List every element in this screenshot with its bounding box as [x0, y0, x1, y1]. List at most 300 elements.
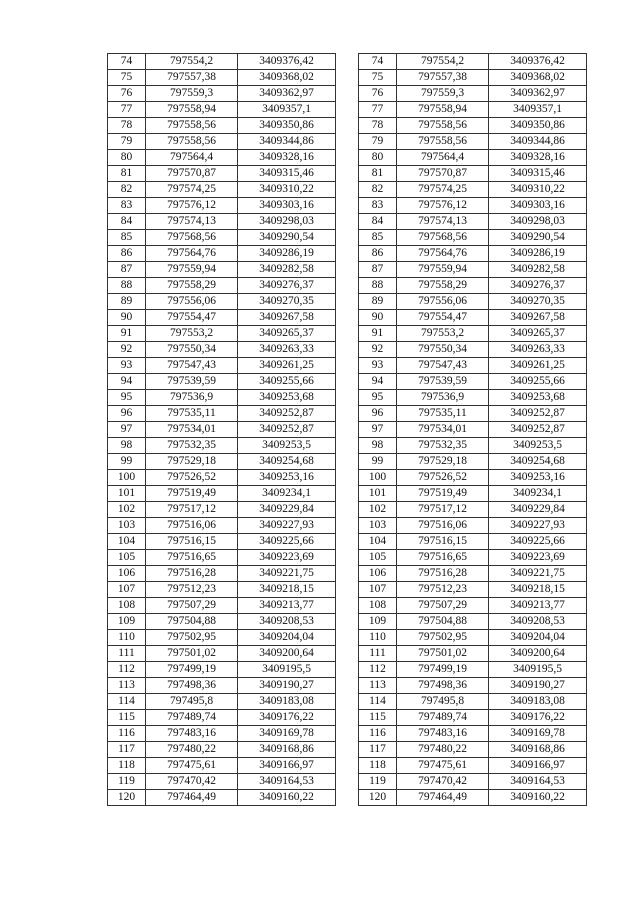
point-number-cell: 107 — [108, 582, 146, 598]
table-row — [108, 630, 336, 646]
table-row — [359, 310, 587, 326]
point-number-cell: 82 — [359, 182, 397, 198]
x-coordinate-cell: 797558,94 — [146, 102, 238, 118]
x-coordinate-cell: 797489,74 — [146, 710, 238, 726]
table-row — [359, 358, 587, 374]
table-row — [359, 454, 587, 470]
table-row — [108, 502, 336, 518]
table-row — [108, 166, 336, 182]
point-number-cell: 82 — [108, 182, 146, 198]
y-coordinate-cell: 3409253,16 — [238, 470, 336, 486]
x-coordinate-cell: 797558,56 — [397, 118, 489, 134]
y-coordinate-cell: 3409276,37 — [489, 278, 587, 294]
point-number-cell: 119 — [108, 774, 146, 790]
table-row — [359, 470, 587, 486]
table-row — [359, 582, 587, 598]
point-number-cell: 105 — [108, 550, 146, 566]
point-number-cell: 75 — [359, 70, 397, 86]
x-coordinate-cell: 797539,59 — [397, 374, 489, 390]
y-coordinate-cell: 3409218,15 — [489, 582, 587, 598]
y-coordinate-cell: 3409166,97 — [489, 758, 587, 774]
table-row — [108, 70, 336, 86]
point-number-cell: 107 — [359, 582, 397, 598]
point-number-cell: 93 — [108, 358, 146, 374]
y-coordinate-cell: 3409253,5 — [489, 438, 587, 454]
point-number-cell: 90 — [108, 310, 146, 326]
table-row — [108, 694, 336, 710]
x-coordinate-cell: 797504,88 — [397, 614, 489, 630]
point-number-cell: 88 — [359, 278, 397, 294]
table-row — [359, 694, 587, 710]
x-coordinate-cell: 797516,65 — [146, 550, 238, 566]
point-number-cell: 76 — [359, 86, 397, 102]
x-coordinate-cell: 797534,01 — [146, 422, 238, 438]
x-coordinate-cell: 797559,94 — [146, 262, 238, 278]
table-row — [108, 182, 336, 198]
point-number-cell: 84 — [108, 214, 146, 230]
point-number-cell: 90 — [359, 310, 397, 326]
y-coordinate-cell: 3409204,04 — [238, 630, 336, 646]
table-row — [359, 246, 587, 262]
table-row — [359, 486, 587, 502]
x-coordinate-cell: 797564,76 — [397, 246, 489, 262]
x-coordinate-cell: 797570,87 — [397, 166, 489, 182]
point-number-cell: 111 — [359, 646, 397, 662]
y-coordinate-cell: 3409357,1 — [489, 102, 587, 118]
coordinates-table-left — [107, 53, 336, 806]
point-number-cell: 96 — [359, 406, 397, 422]
point-number-cell: 89 — [359, 294, 397, 310]
table-row — [108, 310, 336, 326]
point-number-cell: 80 — [108, 150, 146, 166]
point-number-cell: 102 — [108, 502, 146, 518]
x-coordinate-cell: 797564,76 — [146, 246, 238, 262]
y-coordinate-cell: 3409328,16 — [489, 150, 587, 166]
table-row — [108, 454, 336, 470]
table-row — [108, 438, 336, 454]
coordinates-table-right — [358, 53, 587, 806]
point-number-cell: 74 — [108, 54, 146, 70]
point-number-cell: 93 — [359, 358, 397, 374]
table-row — [359, 534, 587, 550]
point-number-cell: 88 — [108, 278, 146, 294]
x-coordinate-cell: 797516,28 — [146, 566, 238, 582]
y-coordinate-cell: 3409176,22 — [238, 710, 336, 726]
point-number-cell: 119 — [359, 774, 397, 790]
y-coordinate-cell: 3409213,77 — [238, 598, 336, 614]
y-coordinate-cell: 3409263,33 — [238, 342, 336, 358]
x-coordinate-cell: 797564,4 — [146, 150, 238, 166]
table-row — [359, 438, 587, 454]
table-row — [108, 102, 336, 118]
y-coordinate-cell: 3409221,75 — [238, 566, 336, 582]
point-number-cell: 106 — [108, 566, 146, 582]
y-coordinate-cell: 3409310,22 — [238, 182, 336, 198]
table-row — [108, 390, 336, 406]
x-coordinate-cell: 797489,74 — [397, 710, 489, 726]
y-coordinate-cell: 3409223,69 — [238, 550, 336, 566]
table-row — [359, 518, 587, 534]
y-coordinate-cell: 3409213,77 — [489, 598, 587, 614]
table-row — [108, 422, 336, 438]
x-coordinate-cell: 797574,25 — [397, 182, 489, 198]
x-coordinate-cell: 797516,06 — [397, 518, 489, 534]
table-row — [108, 262, 336, 278]
x-coordinate-cell: 797576,12 — [397, 198, 489, 214]
table-row — [108, 614, 336, 630]
x-coordinate-cell: 797464,49 — [146, 790, 238, 806]
y-coordinate-cell: 3409310,22 — [489, 182, 587, 198]
table-row — [108, 54, 336, 70]
point-number-cell: 86 — [359, 246, 397, 262]
table-row — [108, 534, 336, 550]
y-coordinate-cell: 3409328,16 — [238, 150, 336, 166]
y-coordinate-cell: 3409255,66 — [238, 374, 336, 390]
y-coordinate-cell: 3409168,86 — [489, 742, 587, 758]
y-coordinate-cell: 3409168,86 — [238, 742, 336, 758]
table-row — [359, 630, 587, 646]
y-coordinate-cell: 3409270,35 — [238, 294, 336, 310]
x-coordinate-cell: 797499,19 — [397, 662, 489, 678]
x-coordinate-cell: 797536,9 — [397, 390, 489, 406]
table-row — [359, 214, 587, 230]
point-number-cell: 100 — [108, 470, 146, 486]
table-row — [359, 406, 587, 422]
point-number-cell: 112 — [108, 662, 146, 678]
table-row — [359, 550, 587, 566]
x-coordinate-cell: 797564,4 — [397, 150, 489, 166]
point-number-cell: 120 — [108, 790, 146, 806]
x-coordinate-cell: 797553,2 — [397, 326, 489, 342]
table-row — [359, 262, 587, 278]
x-coordinate-cell: 797516,15 — [146, 534, 238, 550]
x-coordinate-cell: 797556,06 — [397, 294, 489, 310]
y-coordinate-cell: 3409315,46 — [489, 166, 587, 182]
table-row — [108, 374, 336, 390]
table-row — [359, 294, 587, 310]
point-number-cell: 97 — [108, 422, 146, 438]
table-row — [359, 790, 587, 806]
point-number-cell: 81 — [359, 166, 397, 182]
point-number-cell: 87 — [108, 262, 146, 278]
x-coordinate-cell: 797464,49 — [397, 790, 489, 806]
table-row — [359, 742, 587, 758]
y-coordinate-cell: 3409376,42 — [238, 54, 336, 70]
x-coordinate-cell: 797574,13 — [397, 214, 489, 230]
y-coordinate-cell: 3409195,5 — [489, 662, 587, 678]
y-coordinate-cell: 3409270,35 — [489, 294, 587, 310]
table-row — [108, 118, 336, 134]
y-coordinate-cell: 3409252,87 — [489, 406, 587, 422]
y-coordinate-cell: 3409253,68 — [238, 390, 336, 406]
x-coordinate-cell: 797536,9 — [146, 390, 238, 406]
x-coordinate-cell: 797516,28 — [397, 566, 489, 582]
table-row — [359, 70, 587, 86]
table-row — [359, 342, 587, 358]
point-number-cell: 77 — [359, 102, 397, 118]
x-coordinate-cell: 797550,34 — [146, 342, 238, 358]
point-number-cell: 98 — [359, 438, 397, 454]
x-coordinate-cell: 797529,18 — [146, 454, 238, 470]
table-row — [359, 198, 587, 214]
x-coordinate-cell: 797532,35 — [397, 438, 489, 454]
table-row — [108, 662, 336, 678]
x-coordinate-cell: 797558,29 — [146, 278, 238, 294]
y-coordinate-cell: 3409166,97 — [238, 758, 336, 774]
point-number-cell: 85 — [359, 230, 397, 246]
y-coordinate-cell: 3409362,97 — [489, 86, 587, 102]
y-coordinate-cell: 3409183,08 — [238, 694, 336, 710]
table-row — [359, 598, 587, 614]
point-number-cell: 109 — [108, 614, 146, 630]
table-row — [108, 582, 336, 598]
x-coordinate-cell: 797558,56 — [146, 118, 238, 134]
table-row — [359, 774, 587, 790]
y-coordinate-cell: 3409208,53 — [238, 614, 336, 630]
y-coordinate-cell: 3409229,84 — [489, 502, 587, 518]
point-number-cell: 76 — [108, 86, 146, 102]
point-number-cell: 92 — [108, 342, 146, 358]
table-row — [359, 150, 587, 166]
table-row — [108, 790, 336, 806]
x-coordinate-cell: 797519,49 — [397, 486, 489, 502]
x-coordinate-cell: 797507,29 — [397, 598, 489, 614]
y-coordinate-cell: 3409200,64 — [238, 646, 336, 662]
table-row — [108, 358, 336, 374]
x-coordinate-cell: 797558,56 — [146, 134, 238, 150]
table-row — [359, 726, 587, 742]
y-coordinate-cell: 3409253,68 — [489, 390, 587, 406]
y-coordinate-cell: 3409261,25 — [238, 358, 336, 374]
point-number-cell: 101 — [359, 486, 397, 502]
point-number-cell: 116 — [108, 726, 146, 742]
point-number-cell: 95 — [359, 390, 397, 406]
table-row — [108, 710, 336, 726]
x-coordinate-cell: 797519,49 — [146, 486, 238, 502]
point-number-cell: 114 — [108, 694, 146, 710]
x-coordinate-cell: 797507,29 — [146, 598, 238, 614]
table-row — [359, 566, 587, 582]
x-coordinate-cell: 797556,06 — [146, 294, 238, 310]
y-coordinate-cell: 3409218,15 — [238, 582, 336, 598]
x-coordinate-cell: 797483,16 — [397, 726, 489, 742]
point-number-cell: 115 — [359, 710, 397, 726]
x-coordinate-cell: 797535,11 — [146, 406, 238, 422]
point-number-cell: 99 — [108, 454, 146, 470]
point-number-cell: 112 — [359, 662, 397, 678]
point-number-cell: 94 — [108, 374, 146, 390]
table-row — [359, 86, 587, 102]
x-coordinate-cell: 797559,3 — [146, 86, 238, 102]
table-row — [359, 678, 587, 694]
x-coordinate-cell: 797502,95 — [397, 630, 489, 646]
y-coordinate-cell: 3409208,53 — [489, 614, 587, 630]
point-number-cell: 79 — [108, 134, 146, 150]
table-row — [108, 470, 336, 486]
point-number-cell: 94 — [359, 374, 397, 390]
table-row — [359, 134, 587, 150]
y-coordinate-cell: 3409276,37 — [238, 278, 336, 294]
table-row — [108, 758, 336, 774]
table-row — [359, 166, 587, 182]
table-row — [108, 566, 336, 582]
y-coordinate-cell: 3409298,03 — [489, 214, 587, 230]
y-coordinate-cell: 3409315,46 — [238, 166, 336, 182]
y-coordinate-cell: 3409282,58 — [489, 262, 587, 278]
x-coordinate-cell: 797526,52 — [146, 470, 238, 486]
y-coordinate-cell: 3409357,1 — [238, 102, 336, 118]
x-coordinate-cell: 797554,2 — [397, 54, 489, 70]
y-coordinate-cell: 3409160,22 — [238, 790, 336, 806]
point-number-cell: 114 — [359, 694, 397, 710]
point-number-cell: 111 — [108, 646, 146, 662]
point-number-cell: 81 — [108, 166, 146, 182]
y-coordinate-cell: 3409169,78 — [489, 726, 587, 742]
y-coordinate-cell: 3409234,1 — [489, 486, 587, 502]
x-coordinate-cell: 797534,01 — [397, 422, 489, 438]
y-coordinate-cell: 3409290,54 — [238, 230, 336, 246]
point-number-cell: 104 — [108, 534, 146, 550]
y-coordinate-cell: 3409160,22 — [489, 790, 587, 806]
table-row — [108, 678, 336, 694]
x-coordinate-cell: 797495,8 — [397, 694, 489, 710]
point-number-cell: 98 — [108, 438, 146, 454]
table-row — [359, 182, 587, 198]
x-coordinate-cell: 797502,95 — [146, 630, 238, 646]
table-row — [108, 230, 336, 246]
x-coordinate-cell: 797539,59 — [146, 374, 238, 390]
table-row — [108, 86, 336, 102]
point-number-cell: 85 — [108, 230, 146, 246]
y-coordinate-cell: 3409225,66 — [489, 534, 587, 550]
table-row — [359, 422, 587, 438]
point-number-cell: 102 — [359, 502, 397, 518]
y-coordinate-cell: 3409234,1 — [238, 486, 336, 502]
x-coordinate-cell: 797470,42 — [397, 774, 489, 790]
table-row — [359, 374, 587, 390]
x-coordinate-cell: 797568,56 — [397, 230, 489, 246]
table-row — [359, 102, 587, 118]
x-coordinate-cell: 797554,47 — [146, 310, 238, 326]
table-row — [108, 774, 336, 790]
point-number-cell: 110 — [359, 630, 397, 646]
x-coordinate-cell: 797498,36 — [146, 678, 238, 694]
x-coordinate-cell: 797516,15 — [397, 534, 489, 550]
y-coordinate-cell: 3409290,54 — [489, 230, 587, 246]
point-number-cell: 108 — [108, 598, 146, 614]
table-row — [359, 502, 587, 518]
table-row — [108, 134, 336, 150]
x-coordinate-cell: 797547,43 — [397, 358, 489, 374]
y-coordinate-cell: 3409303,16 — [489, 198, 587, 214]
point-number-cell: 79 — [359, 134, 397, 150]
y-coordinate-cell: 3409286,19 — [489, 246, 587, 262]
coordinates-table-left-body — [108, 54, 336, 806]
point-number-cell: 78 — [108, 118, 146, 134]
x-coordinate-cell: 797516,65 — [397, 550, 489, 566]
table-row — [359, 326, 587, 342]
table-row — [108, 150, 336, 166]
point-number-cell: 91 — [108, 326, 146, 342]
point-number-cell: 77 — [108, 102, 146, 118]
x-coordinate-cell: 797557,38 — [146, 70, 238, 86]
y-coordinate-cell: 3409183,08 — [489, 694, 587, 710]
point-number-cell: 83 — [108, 198, 146, 214]
table-row — [108, 278, 336, 294]
x-coordinate-cell: 797475,61 — [146, 758, 238, 774]
point-number-cell: 101 — [108, 486, 146, 502]
x-coordinate-cell: 797554,2 — [146, 54, 238, 70]
y-coordinate-cell: 3409350,86 — [489, 118, 587, 134]
x-coordinate-cell: 797517,12 — [146, 502, 238, 518]
x-coordinate-cell: 797547,43 — [146, 358, 238, 374]
point-number-cell: 86 — [108, 246, 146, 262]
x-coordinate-cell: 797529,18 — [397, 454, 489, 470]
y-coordinate-cell: 3409227,93 — [489, 518, 587, 534]
x-coordinate-cell: 797550,34 — [397, 342, 489, 358]
y-coordinate-cell: 3409225,66 — [238, 534, 336, 550]
table-row — [108, 646, 336, 662]
y-coordinate-cell: 3409200,64 — [489, 646, 587, 662]
point-number-cell: 118 — [108, 758, 146, 774]
x-coordinate-cell: 797532,35 — [146, 438, 238, 454]
table-row — [108, 246, 336, 262]
y-coordinate-cell: 3409368,02 — [489, 70, 587, 86]
y-coordinate-cell: 3409221,75 — [489, 566, 587, 582]
table-row — [359, 230, 587, 246]
table-row — [108, 198, 336, 214]
point-number-cell: 84 — [359, 214, 397, 230]
x-coordinate-cell: 797558,94 — [397, 102, 489, 118]
point-number-cell: 91 — [359, 326, 397, 342]
x-coordinate-cell: 797470,42 — [146, 774, 238, 790]
table-row — [108, 726, 336, 742]
y-coordinate-cell: 3409265,37 — [489, 326, 587, 342]
point-number-cell: 75 — [108, 70, 146, 86]
table-row — [108, 598, 336, 614]
point-number-cell: 113 — [359, 678, 397, 694]
point-number-cell: 110 — [108, 630, 146, 646]
y-coordinate-cell: 3409190,27 — [489, 678, 587, 694]
x-coordinate-cell: 797512,23 — [146, 582, 238, 598]
x-coordinate-cell: 797526,52 — [397, 470, 489, 486]
x-coordinate-cell: 797475,61 — [397, 758, 489, 774]
x-coordinate-cell: 797559,94 — [397, 262, 489, 278]
point-number-cell: 89 — [108, 294, 146, 310]
x-coordinate-cell: 797499,19 — [146, 662, 238, 678]
point-number-cell: 108 — [359, 598, 397, 614]
table-row — [108, 550, 336, 566]
y-coordinate-cell: 3409344,86 — [238, 134, 336, 150]
table-row — [108, 342, 336, 358]
table-row — [359, 614, 587, 630]
y-coordinate-cell: 3409169,78 — [238, 726, 336, 742]
x-coordinate-cell: 797501,02 — [397, 646, 489, 662]
y-coordinate-cell: 3409267,58 — [489, 310, 587, 326]
y-coordinate-cell: 3409350,86 — [238, 118, 336, 134]
x-coordinate-cell: 797512,23 — [397, 582, 489, 598]
y-coordinate-cell: 3409229,84 — [238, 502, 336, 518]
point-number-cell: 78 — [359, 118, 397, 134]
table-row — [359, 278, 587, 294]
y-coordinate-cell: 3409253,5 — [238, 438, 336, 454]
y-coordinate-cell: 3409252,87 — [489, 422, 587, 438]
x-coordinate-cell: 797535,11 — [397, 406, 489, 422]
table-row — [108, 518, 336, 534]
y-coordinate-cell: 3409282,58 — [238, 262, 336, 278]
point-number-cell: 113 — [108, 678, 146, 694]
point-number-cell: 103 — [359, 518, 397, 534]
